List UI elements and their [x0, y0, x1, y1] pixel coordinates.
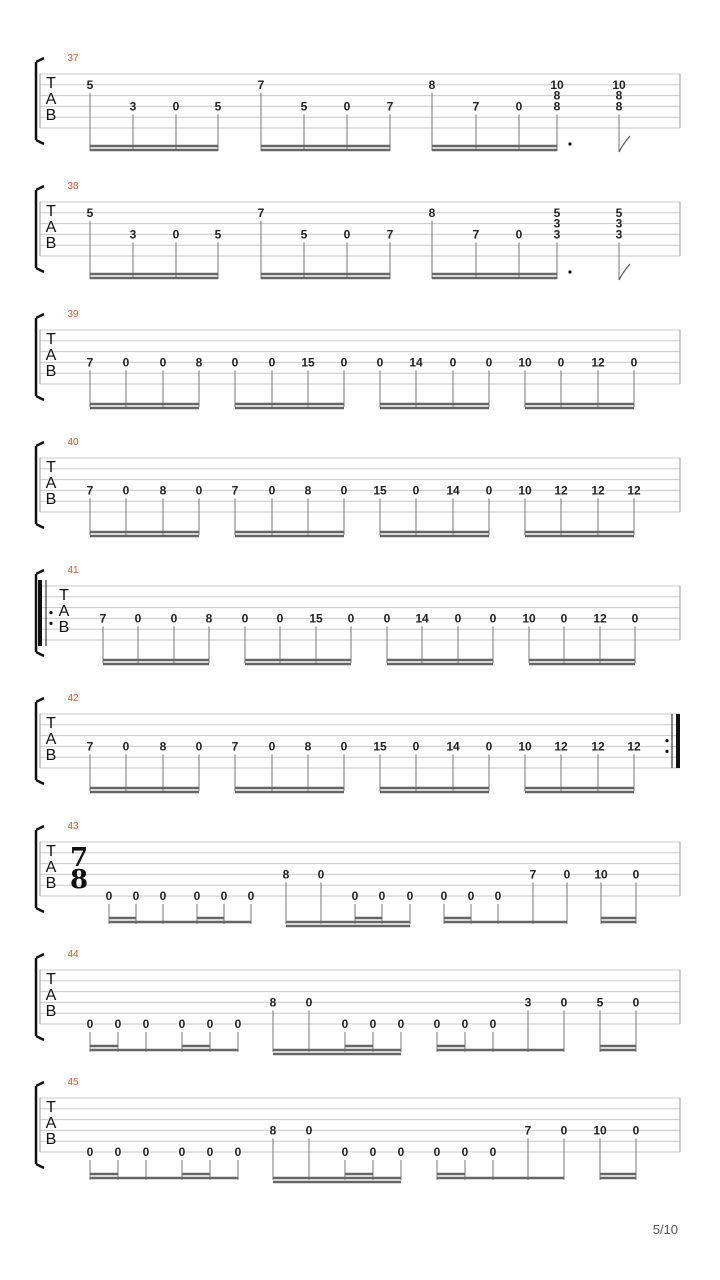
fret-number: 5 [86, 77, 94, 92]
fret-number: 0 [170, 611, 178, 626]
fret-number: 0 [340, 483, 348, 498]
fret-number: 3 [129, 227, 137, 242]
fret-number: 0 [343, 227, 351, 242]
fret-number: 5 [553, 205, 561, 220]
repeat-dot [49, 622, 52, 625]
fret-number: 3 [553, 227, 561, 242]
fret-number: 7 [86, 483, 94, 498]
fret-number: 8 [615, 99, 623, 114]
fret-number: 8 [553, 99, 561, 114]
fret-number: 0 [557, 355, 565, 370]
tab-system [36, 949, 680, 1054]
flag [619, 264, 630, 280]
tab-clef-letter: B [45, 235, 57, 252]
tab-system [36, 565, 680, 664]
fret-number: 0 [159, 355, 167, 370]
fret-number: 0 [461, 1017, 469, 1031]
tab-system [36, 181, 680, 280]
fret-number: 10 [518, 355, 532, 370]
fret-number: 0 [234, 1145, 242, 1159]
fret-number: 8 [159, 483, 167, 498]
fret-number: 0 [268, 483, 276, 498]
fret-number: 7 [231, 483, 239, 498]
fret-number: 0 [433, 1017, 441, 1031]
fret-number: 0 [134, 611, 142, 626]
tab-clef-letter: T [46, 331, 56, 348]
tab-clef-letter: A [45, 219, 57, 236]
repeat-dot [665, 739, 668, 742]
measure-number: 37 [67, 53, 79, 64]
fret-number: 0 [178, 1145, 186, 1159]
fret-number: 7 [529, 867, 537, 882]
fret-number: 0 [489, 611, 497, 626]
fret-number: 15 [373, 739, 387, 754]
tab-clef-letter: T [46, 75, 56, 92]
fret-number: 0 [341, 1017, 349, 1031]
fret-number: 0 [340, 739, 348, 754]
fret-number: 8 [304, 739, 312, 754]
fret-number: 0 [343, 99, 351, 114]
fret-number: 0 [195, 739, 203, 754]
fret-number: 0 [105, 889, 113, 903]
tab-clef-letter: T [59, 587, 69, 604]
fret-number: 0 [560, 611, 568, 626]
tab-clef-letter: A [45, 91, 57, 108]
fret-number: 0 [268, 739, 276, 754]
rhythm-dot [568, 270, 571, 273]
fret-number: 8 [205, 611, 213, 626]
fret-number: 10 [518, 739, 532, 754]
fret-number: 0 [86, 1145, 94, 1159]
rhythm-dot [568, 142, 571, 145]
fret-number: 0 [220, 889, 228, 903]
fret-number: 0 [563, 867, 571, 882]
fret-number: 0 [159, 889, 167, 903]
tab-clef-letter: A [45, 347, 57, 364]
fret-number: 0 [369, 1145, 377, 1159]
fret-number: 0 [454, 611, 462, 626]
fret-number: 0 [193, 889, 201, 903]
fret-number: 15 [301, 355, 315, 370]
fret-number: 3 [524, 995, 532, 1010]
fret-number: 0 [247, 889, 255, 903]
fret-number: 12 [627, 739, 641, 754]
measure-number: 45 [67, 1077, 79, 1088]
fret-number: 0 [412, 739, 420, 754]
tab-system [36, 309, 680, 408]
fret-number: 10 [593, 1123, 607, 1138]
measure-number: 42 [67, 693, 79, 704]
fret-number: 0 [206, 1145, 214, 1159]
fret-number: 0 [347, 611, 355, 626]
fret-number: 5 [86, 205, 94, 220]
fret-number: 0 [172, 99, 180, 114]
fret-number: 10 [550, 77, 564, 92]
tab-clef-letter: T [46, 459, 56, 476]
fret-number: 0 [305, 995, 313, 1010]
fret-number: 0 [494, 889, 502, 903]
fret-number: 8 [159, 739, 167, 754]
tab-clef-letter: A [45, 475, 57, 492]
fret-number: 15 [309, 611, 323, 626]
tab-system [36, 53, 680, 152]
fret-number: 0 [632, 867, 640, 882]
fret-number: 0 [433, 1145, 441, 1159]
fret-number: 0 [369, 1017, 377, 1031]
tab-clef-letter: B [45, 107, 57, 124]
fret-number: 7 [524, 1123, 532, 1138]
fret-number: 0 [560, 1123, 568, 1138]
fret-number: 7 [86, 739, 94, 754]
fret-number: 0 [195, 483, 203, 498]
fret-number: 0 [340, 355, 348, 370]
fret-number: 8 [269, 995, 277, 1010]
tab-clef-letter: B [45, 363, 57, 380]
fret-number: 5 [596, 995, 604, 1010]
fret-number: 10 [612, 77, 626, 92]
fret-number: 0 [341, 1145, 349, 1159]
fret-number: 0 [630, 355, 638, 370]
fret-number: 8 [282, 867, 290, 882]
fret-number: 7 [257, 77, 265, 92]
tab-clef-letter: A [45, 859, 57, 876]
fret-number: 0 [122, 483, 130, 498]
fret-number: 0 [276, 611, 284, 626]
fret-number: 0 [142, 1145, 150, 1159]
fret-number: 0 [560, 995, 568, 1010]
tab-clef-letter: B [45, 1131, 57, 1148]
measure-number: 38 [67, 181, 79, 192]
tab-clef-letter: T [46, 203, 56, 220]
fret-number: 5 [615, 205, 623, 220]
repeat-dot [49, 611, 52, 614]
fret-number: 0 [132, 889, 140, 903]
measure-number: 44 [67, 949, 79, 960]
fret-number: 0 [440, 889, 448, 903]
fret-number: 0 [449, 355, 457, 370]
fret-number: 0 [305, 1123, 313, 1138]
fret-number: 0 [178, 1017, 186, 1031]
fret-number: 0 [632, 1123, 640, 1138]
tab-system [36, 437, 680, 536]
fret-number: 8 [428, 205, 436, 220]
tab-clef-letter: B [45, 747, 57, 764]
fret-number: 7 [231, 739, 239, 754]
tab-system [36, 821, 680, 926]
fret-number: 0 [397, 1017, 405, 1031]
fret-number: 8 [195, 355, 203, 370]
fret-number: 14 [446, 483, 460, 498]
fret-number: 0 [114, 1145, 122, 1159]
fret-number: 3 [615, 227, 623, 242]
fret-number: 12 [591, 355, 605, 370]
measure-number: 43 [67, 821, 79, 832]
fret-number: 7 [99, 611, 107, 626]
fret-number: 0 [142, 1017, 150, 1031]
fret-number: 0 [489, 1017, 497, 1031]
fret-number: 5 [214, 227, 222, 242]
time-signature-denominator: 8 [69, 865, 89, 895]
tab-system [36, 1077, 680, 1182]
fret-number: 0 [172, 227, 180, 242]
fret-number: 10 [518, 483, 532, 498]
fret-number: 12 [593, 611, 607, 626]
fret-number: 3 [129, 99, 137, 114]
fret-number: 12 [627, 483, 641, 498]
fret-number: 0 [122, 355, 130, 370]
fret-number: 0 [317, 867, 325, 882]
fret-number: 5 [300, 99, 308, 114]
tab-clef-letter: T [46, 843, 56, 860]
fret-number: 7 [386, 227, 394, 242]
fret-number: 12 [554, 483, 568, 498]
fret-number: 0 [515, 227, 523, 242]
fret-number: 7 [257, 205, 265, 220]
tab-clef-letter: A [45, 1115, 57, 1132]
fret-number: 7 [472, 227, 480, 242]
fret-number: 0 [234, 1017, 242, 1031]
fret-number: 8 [553, 88, 561, 103]
fret-number: 8 [269, 1123, 277, 1138]
fret-number: 12 [591, 483, 605, 498]
fret-number: 0 [631, 611, 639, 626]
fret-number: 0 [206, 1017, 214, 1031]
fret-number: 0 [114, 1017, 122, 1031]
tab-clef-letter: A [58, 603, 70, 620]
fret-number: 5 [300, 227, 308, 242]
fret-number: 0 [378, 889, 386, 903]
tab-clef-letter: B [45, 875, 57, 892]
fret-number: 0 [397, 1145, 405, 1159]
tab-clef-letter: T [46, 971, 56, 988]
tab-clef-letter: A [45, 987, 57, 1004]
tab-clef-letter: B [45, 491, 57, 508]
fret-number: 10 [522, 611, 536, 626]
fret-number: 0 [376, 355, 384, 370]
fret-number: 3 [615, 216, 623, 231]
fret-number: 0 [467, 889, 475, 903]
flag [619, 136, 630, 152]
tab-clef-letter: B [45, 1003, 57, 1020]
fret-number: 0 [485, 483, 493, 498]
fret-number: 7 [86, 355, 94, 370]
fret-number: 0 [86, 1017, 94, 1031]
tab-clef-letter: B [58, 619, 70, 636]
time-signature-numerator: 7 [69, 843, 89, 873]
tab-clef-letter: T [46, 1099, 56, 1116]
fret-number: 0 [383, 611, 391, 626]
fret-number: 0 [122, 739, 130, 754]
fret-number: 14 [409, 355, 423, 370]
fret-number: 0 [489, 1145, 497, 1159]
tab-system [36, 693, 680, 792]
fret-number: 14 [415, 611, 429, 626]
tab-clef-letter: T [46, 715, 56, 732]
fret-number: 7 [386, 99, 394, 114]
fret-number: 0 [485, 355, 493, 370]
fret-number: 5 [214, 99, 222, 114]
measure-number: 41 [67, 565, 79, 576]
fret-number: 8 [304, 483, 312, 498]
fret-number: 0 [268, 355, 276, 370]
fret-number: 10 [594, 867, 608, 882]
measure-number: 40 [67, 437, 79, 448]
fret-number: 0 [485, 739, 493, 754]
repeat-start-thick-bar [38, 580, 42, 646]
fret-number: 0 [231, 355, 239, 370]
fret-number: 0 [412, 483, 420, 498]
fret-number: 12 [554, 739, 568, 754]
fret-number: 8 [428, 77, 436, 92]
fret-number: 7 [472, 99, 480, 114]
fret-number: 0 [632, 995, 640, 1010]
fret-number: 3 [553, 216, 561, 231]
fret-number: 0 [461, 1145, 469, 1159]
fret-number: 8 [615, 88, 623, 103]
fret-number: 15 [373, 483, 387, 498]
fret-number: 12 [591, 739, 605, 754]
fret-number: 0 [406, 889, 414, 903]
measure-number: 39 [67, 309, 79, 320]
fret-number: 0 [351, 889, 359, 903]
repeat-end-thick-bar [676, 714, 680, 768]
fret-number: 0 [515, 99, 523, 114]
tab-clef-letter: A [45, 731, 57, 748]
fret-number: 0 [241, 611, 249, 626]
fret-number: 14 [446, 739, 460, 754]
repeat-dot [665, 750, 668, 753]
page-number: 5/10 [652, 1222, 678, 1237]
